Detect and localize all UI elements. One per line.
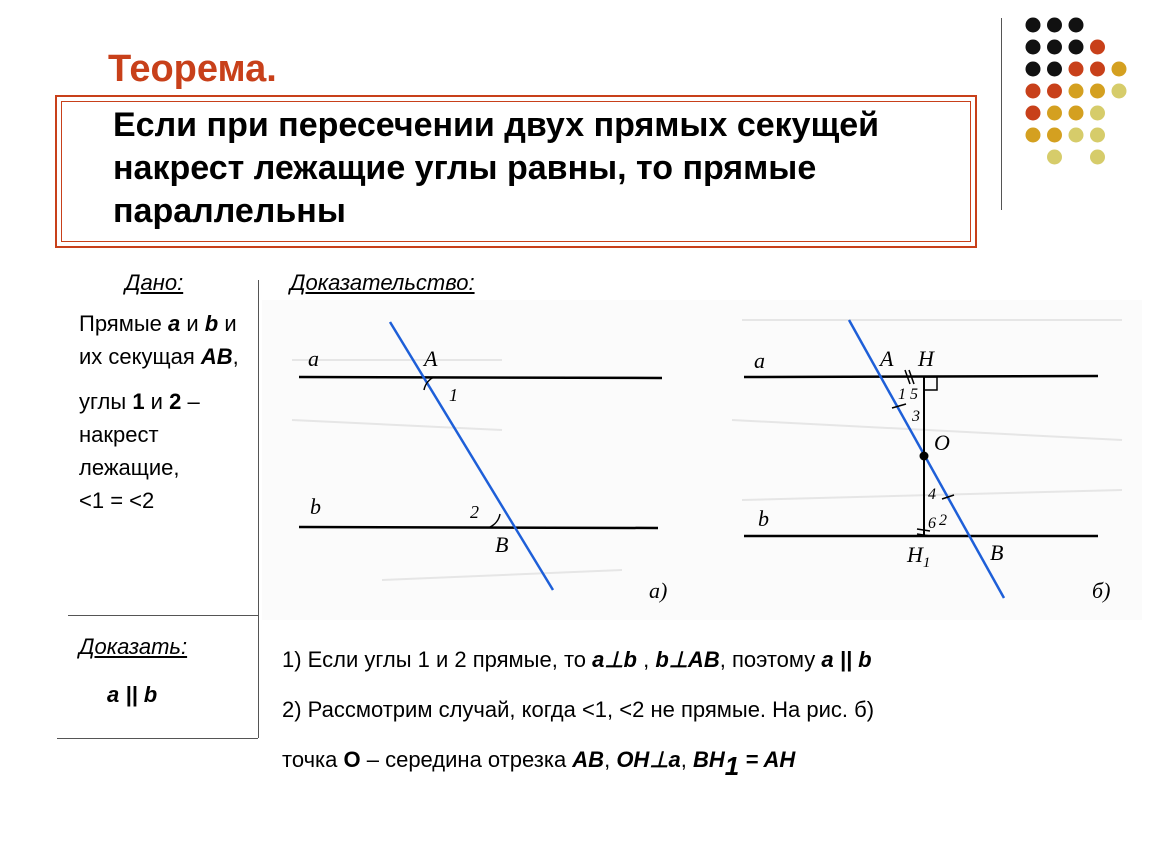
decor-dot bbox=[1026, 106, 1041, 121]
given-angle-1: 1 bbox=[132, 389, 145, 414]
proof-heading: Доказательство: bbox=[290, 270, 475, 295]
theorem-statement: Если при пересечении двух прямых секущей накрест лежащие углы равны, то прямые параллельны bbox=[113, 106, 880, 230]
proof-segment-ab: AB bbox=[572, 747, 605, 772]
label-angle-1: 1 bbox=[449, 385, 458, 405]
proof-a-perp-b: a⊥b bbox=[592, 647, 637, 672]
slide-title: Теорема. bbox=[108, 48, 277, 90]
decor-dot bbox=[1047, 150, 1062, 165]
label-angle-6: 6 bbox=[928, 515, 936, 532]
label-angle-3: 3 bbox=[912, 408, 920, 425]
label-B: B bbox=[495, 532, 509, 557]
decor-dot bbox=[1090, 40, 1105, 55]
divider-given bbox=[68, 615, 258, 616]
proof-step-1 bbox=[282, 647, 872, 673]
label-angle-1-b: 1 bbox=[898, 386, 906, 403]
line-b bbox=[299, 527, 658, 528]
label-a-b: a bbox=[754, 348, 765, 373]
decor-dot bbox=[1090, 128, 1105, 143]
decor-dot bbox=[1090, 106, 1105, 121]
decor-dot bbox=[1047, 18, 1062, 33]
decor-dot bbox=[1090, 150, 1105, 165]
proof-text: , поэтому bbox=[719, 647, 822, 672]
given-text bbox=[79, 307, 254, 517]
label-A-b: A bbox=[880, 346, 894, 371]
given-part: и bbox=[144, 389, 170, 414]
proof-step-2: 2) Рассмотрим случай, когда <1, <2 не прямые. На рис. б) bbox=[282, 697, 875, 722]
label-b: b bbox=[310, 494, 321, 519]
caption-b: б) bbox=[1092, 578, 1111, 603]
proof-point-o: O bbox=[343, 747, 361, 772]
decor-dot bbox=[1069, 40, 1084, 55]
decor-dot bbox=[1090, 62, 1105, 77]
label-H1: $H_1$ bbox=[907, 542, 931, 571]
decor-dot bbox=[1069, 62, 1084, 77]
label-angle-4: 4 bbox=[928, 486, 936, 503]
decor-dot bbox=[1047, 62, 1062, 77]
decor-dot bbox=[1047, 40, 1062, 55]
geometry-figures bbox=[262, 300, 1142, 620]
label-A: A bbox=[424, 346, 438, 371]
decor-dot bbox=[1112, 62, 1127, 77]
proof-text: , bbox=[680, 747, 693, 772]
label-angle-2: 2 bbox=[470, 502, 479, 522]
proof-text: 1) Если углы 1 и 2 прямые, то bbox=[282, 647, 593, 672]
given-part: Прямые bbox=[79, 311, 168, 336]
decor-dot bbox=[1047, 84, 1062, 99]
decor-dot bbox=[1047, 128, 1062, 143]
proof-text: , bbox=[636, 647, 656, 672]
proof-bh1: BH bbox=[692, 747, 725, 772]
prove-statement: a || b bbox=[107, 682, 158, 707]
point-o bbox=[920, 452, 929, 461]
decor-dots bbox=[1025, 17, 1135, 187]
proof-subscript: 1 bbox=[724, 751, 740, 781]
decor-dot bbox=[1026, 62, 1041, 77]
figure-background bbox=[262, 300, 1142, 620]
decor-dot bbox=[1026, 84, 1041, 99]
given-part: и bbox=[180, 311, 205, 336]
decor-dot bbox=[1047, 106, 1062, 121]
label-B-b: B bbox=[990, 540, 1004, 565]
label-a: a bbox=[308, 346, 319, 371]
caption-a: а) bbox=[649, 578, 668, 603]
label-O: O bbox=[934, 430, 950, 455]
proof-text: , bbox=[604, 747, 617, 772]
decor-dot bbox=[1069, 84, 1084, 99]
given-line-a: a bbox=[168, 311, 181, 336]
given-equality: <1 = <2 bbox=[79, 488, 155, 513]
decor-dot bbox=[1069, 128, 1084, 143]
decor-dot bbox=[1026, 40, 1041, 55]
decor-dot bbox=[1026, 18, 1041, 33]
proof-a-parallel-b: a || b bbox=[821, 647, 872, 672]
proof-b-perp-ab: b⊥AB bbox=[655, 647, 720, 672]
given-part: , bbox=[232, 344, 239, 369]
given-part: – накрест лежащие, bbox=[79, 389, 200, 480]
line-a bbox=[299, 377, 662, 378]
label-angle-2-b: 2 bbox=[939, 512, 947, 529]
given-line-b: b bbox=[204, 311, 219, 336]
decor-dot bbox=[1069, 18, 1084, 33]
prove-heading: Доказать: bbox=[79, 634, 188, 659]
given-angle-2: 2 bbox=[169, 389, 182, 414]
given-transversal: AB bbox=[200, 344, 233, 369]
line-a-b bbox=[744, 376, 1098, 377]
decor-dot bbox=[1069, 106, 1084, 121]
proof-text: – середина отрезка bbox=[360, 747, 573, 772]
decor-divider bbox=[1001, 18, 1002, 210]
decor-dot bbox=[1112, 84, 1127, 99]
proof-text: точка bbox=[282, 747, 344, 772]
proof-oh-perp-a: OH⊥a bbox=[616, 747, 681, 772]
decor-dot bbox=[1026, 128, 1041, 143]
column-divider bbox=[258, 280, 259, 738]
divider-prove bbox=[57, 738, 258, 739]
label-angle-5: 5 bbox=[910, 386, 918, 403]
label-H: H bbox=[918, 346, 934, 371]
given-part: углы bbox=[79, 389, 133, 414]
given-heading: Дано: bbox=[125, 270, 184, 295]
decor-dot bbox=[1090, 84, 1105, 99]
label-b-b: b bbox=[758, 506, 769, 531]
proof-equals-ah: = AH bbox=[739, 747, 796, 772]
given-part: и их секущая bbox=[79, 311, 237, 369]
proof-step-3 bbox=[282, 747, 795, 782]
